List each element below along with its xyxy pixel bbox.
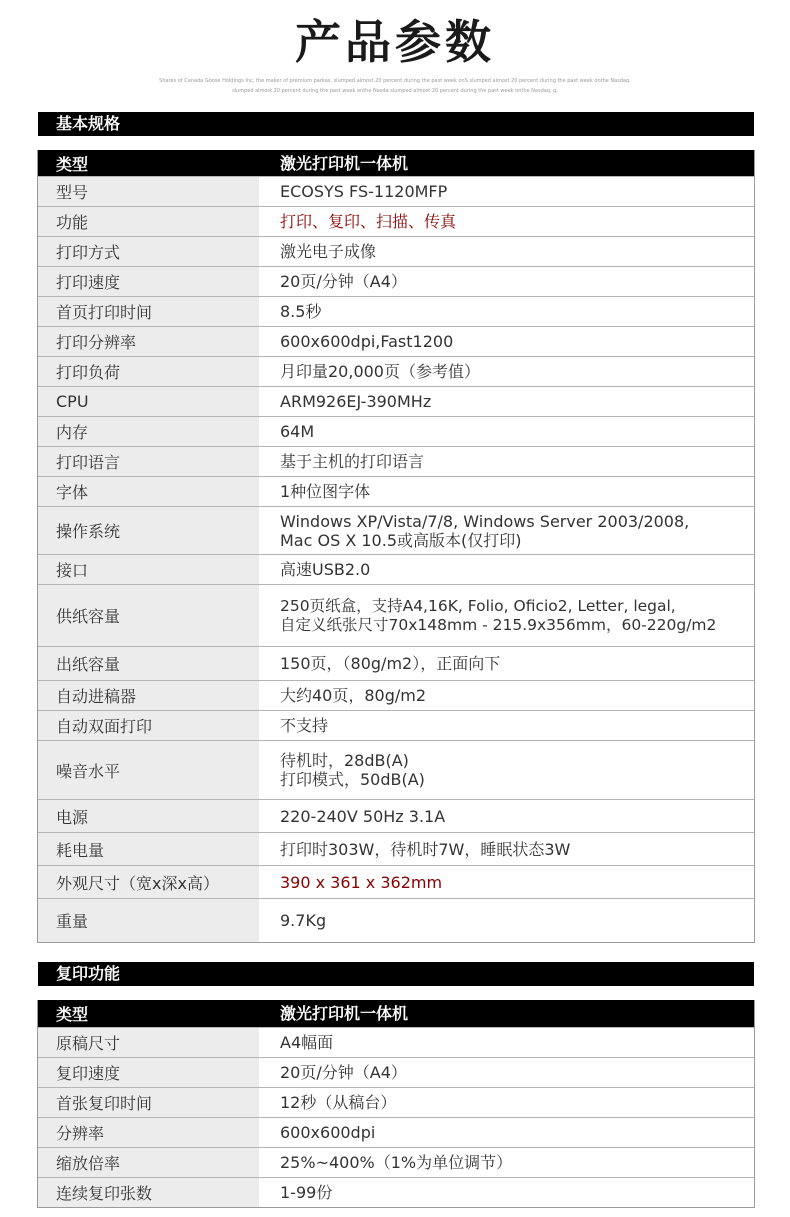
- row-value: [259, 741, 754, 799]
- table-row: [38, 447, 754, 477]
- row-label: 供纸容量: [38, 585, 259, 646]
- row-label: 自动双面打印: [38, 711, 259, 740]
- row-value-line-1: 待机时，28dB(A): [280, 751, 409, 770]
- table-row: [38, 833, 754, 866]
- row-value-line-2: 自定义纸张尺寸70x148mm - 215.9x356mm，60-220g/m2: [280, 615, 717, 634]
- row-value: 高速USB2.0: [280, 560, 371, 579]
- table-row: [38, 357, 754, 387]
- table-row: [38, 477, 754, 507]
- row-value: 20页/分钟（A4）: [280, 1063, 407, 1082]
- row-value: 打印时303W，待机时7W，睡眠状态3W: [280, 839, 571, 859]
- header-value: 激光打印机一体机: [280, 1004, 409, 1023]
- row-label: 首页打印时间: [38, 297, 259, 326]
- row-label: 首张复印时间: [38, 1088, 259, 1117]
- row-value: 大约40页，80g/m2: [280, 686, 427, 705]
- row-label: 耗电量: [38, 833, 259, 865]
- row-label: 电源: [38, 800, 259, 832]
- row-value: 64M: [280, 422, 315, 441]
- section-header-copy: [38, 962, 754, 986]
- row-value: 220-240V 50Hz 3.1A: [280, 806, 446, 826]
- row-value: 390 x 361 x 362mm: [280, 872, 443, 892]
- row-label: CPU: [38, 387, 259, 416]
- table-row: [38, 1028, 754, 1058]
- header-label: 类型: [38, 150, 259, 176]
- row-label: 重量: [38, 899, 259, 942]
- row-value: ECOSYS FS-1120MFP: [280, 182, 448, 201]
- table-row: [38, 555, 754, 585]
- row-value: 1种位图字体: [280, 482, 371, 501]
- table-row: [38, 177, 754, 207]
- table-row: [38, 327, 754, 357]
- table-row: [38, 800, 754, 833]
- row-label: 连续复印张数: [38, 1178, 259, 1207]
- section-title-copy: 复印功能: [56, 964, 121, 983]
- table-row: [38, 711, 754, 741]
- row-value-line-2: Mac OS X 10.5或高版本(仅打印): [280, 530, 522, 550]
- row-value: A4幅面: [280, 1033, 334, 1052]
- row-label: 打印速度: [38, 267, 259, 296]
- table-row: [38, 585, 754, 647]
- row-value: 8.5秒: [280, 302, 322, 321]
- row-value: 25%~400%（1%为单位调节）: [280, 1153, 513, 1172]
- table-row: [38, 417, 754, 447]
- row-label: 功能: [38, 207, 259, 236]
- spec-table-basic: [37, 150, 755, 943]
- row-label: 打印方式: [38, 237, 259, 266]
- table-row: [38, 1148, 754, 1178]
- table-row: [38, 681, 754, 711]
- table-row: [38, 237, 754, 267]
- spec-table-copy: [37, 1000, 755, 1208]
- row-label: 型号: [38, 177, 259, 206]
- row-label: 打印语言: [38, 447, 259, 476]
- row-label: 操作系统: [38, 507, 259, 554]
- table-row: [38, 1088, 754, 1118]
- row-value-line-1: Windows XP/Vista/7/8, Windows Server 2003/2008,: [280, 511, 690, 531]
- table-row: [38, 207, 754, 237]
- row-label: 原稿尺寸: [38, 1028, 259, 1057]
- page-title: 产品参数: [295, 15, 495, 69]
- header-label: 类型: [38, 1000, 259, 1027]
- row-label: 外观尺寸（宽x深x高）: [38, 866, 259, 898]
- table-header-row: [38, 150, 754, 177]
- row-label: 噪音水平: [38, 741, 259, 799]
- table-row: [38, 1058, 754, 1088]
- table-row: [38, 1178, 754, 1207]
- row-value: 月印量20,000页（参考值）: [280, 362, 480, 381]
- row-value: 打印、复印、扫描、传真: [280, 212, 457, 231]
- row-value: 激光电子成像: [280, 242, 377, 261]
- row-label: 打印分辨率: [38, 327, 259, 356]
- row-value: 150页，（80g/m2），正面向下: [280, 654, 501, 673]
- row-label: 自动进稿器: [38, 681, 259, 710]
- table-row: [38, 647, 754, 681]
- subtitle-line-2: slumped almost 20 percent during the past week onthe Nasda slumped almost 20 percent during the past week onthe Nasdaq. q.: [232, 88, 558, 94]
- row-value: 12秒（从稿台）: [280, 1093, 397, 1112]
- row-value-line-1: 250页纸盒，支持A4,16K, Folio, Oficio2, Letter, legal,: [280, 596, 676, 615]
- table-row: [38, 899, 754, 942]
- table-row: [38, 1118, 754, 1148]
- row-value: 20页/分钟（A4）: [280, 272, 407, 291]
- header-value: 激光打印机一体机: [280, 153, 409, 173]
- table-header-row: [38, 1000, 754, 1028]
- row-label: 出纸容量: [38, 647, 259, 680]
- row-value: 1-99份: [280, 1183, 333, 1202]
- row-value: ARM926EJ-390MHz: [280, 392, 432, 411]
- row-value: [259, 507, 754, 554]
- row-label: 打印负荷: [38, 357, 259, 386]
- row-value-line-2: 打印模式，50dB(A): [280, 770, 425, 789]
- row-label: 接口: [38, 555, 259, 584]
- row-label: 字体: [38, 477, 259, 506]
- section-title-basic: 基本规格: [56, 114, 121, 133]
- table-row: [38, 267, 754, 297]
- table-row: [38, 387, 754, 417]
- row-value: 9.7Kg: [280, 911, 327, 930]
- row-label: 缩放倍率: [38, 1148, 259, 1177]
- subtitle-line-1: Shares of Canada Goose Holdings Inc, the maker of premium parkas, slumped almost 20 percent during the past week onS slumped almost 20 percent during the past week onthe Nasdaq.: [159, 78, 631, 84]
- row-value: [259, 585, 754, 646]
- section-header-basic: [38, 112, 754, 136]
- table-row: [38, 297, 754, 327]
- row-value: 不支持: [280, 716, 329, 735]
- row-value: 600x600dpi: [280, 1123, 376, 1142]
- row-label: 复印速度: [38, 1058, 259, 1087]
- row-label: 内存: [38, 417, 259, 446]
- row-label: 分辨率: [38, 1118, 259, 1147]
- row-value: 600x600dpi,Fast1200: [280, 332, 454, 351]
- row-value: 基于主机的打印语言: [280, 452, 425, 471]
- table-row: [38, 866, 754, 899]
- table-row: [38, 507, 754, 555]
- table-row: [38, 741, 754, 800]
